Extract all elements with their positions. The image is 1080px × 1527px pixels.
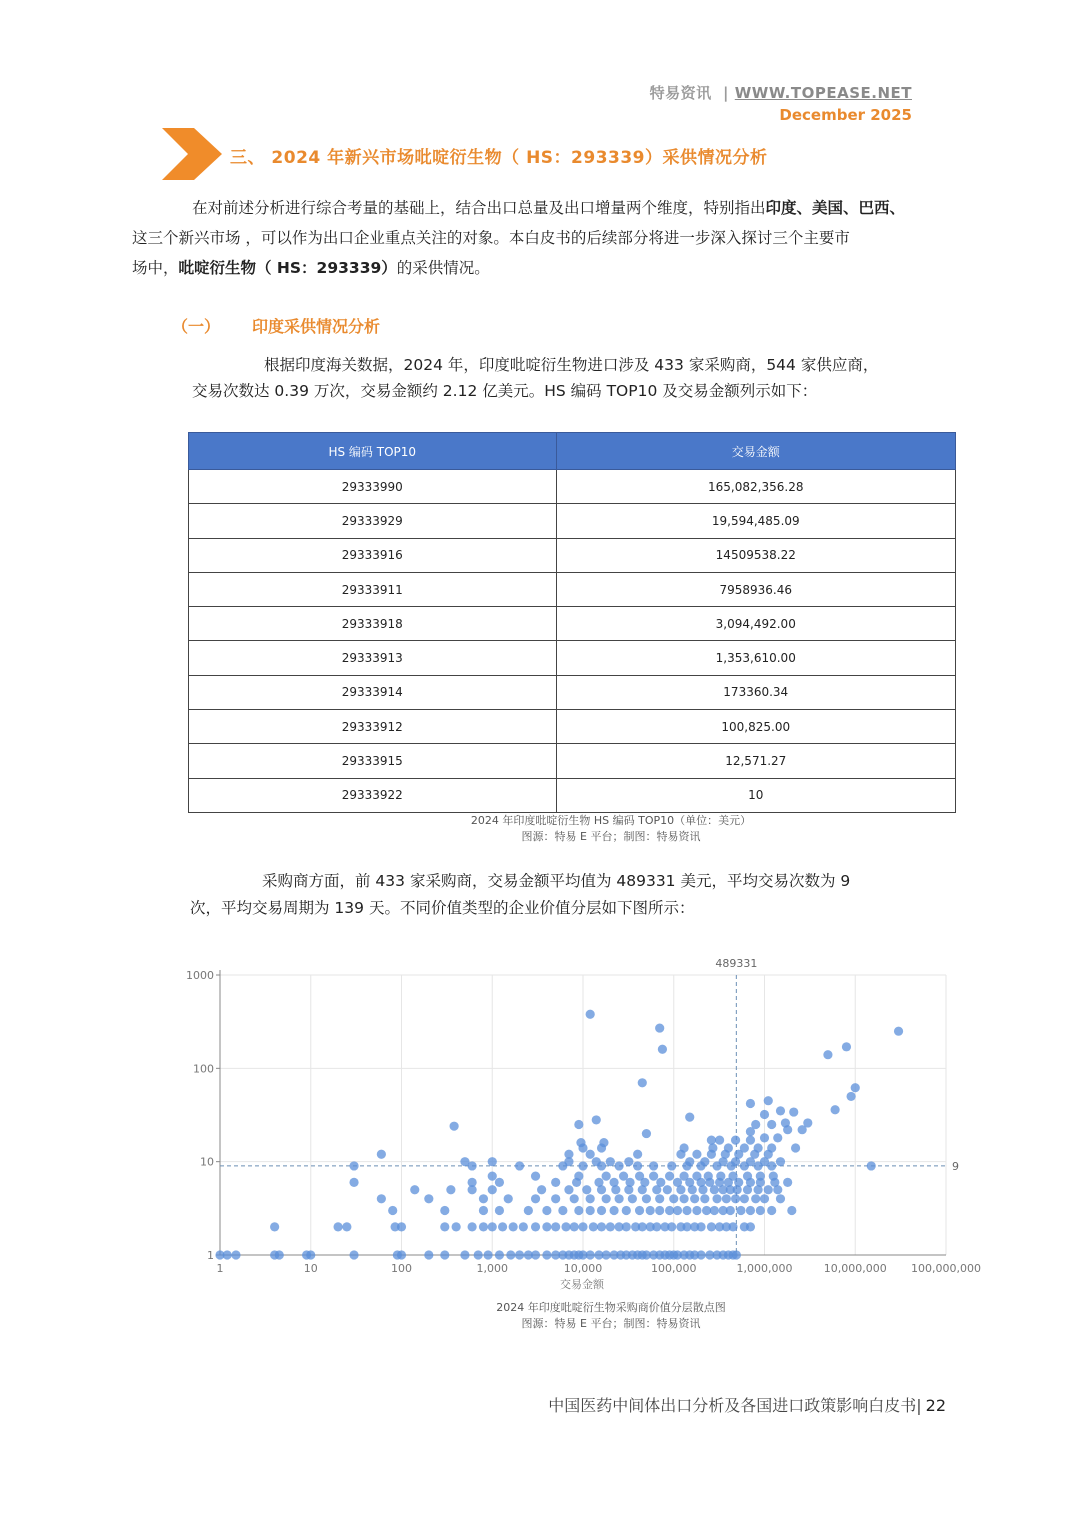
scatter-point (707, 1222, 716, 1231)
intro-line1: 在对前述分析进行综合考量的基础上，结合出口总量及出口增量两个维度，特别指出 (192, 199, 766, 217)
scatter-point (460, 1250, 469, 1259)
scatter-point (704, 1172, 713, 1181)
x-tick-label: 1 (216, 1262, 224, 1275)
scatter-point (342, 1222, 351, 1231)
scatter-point (751, 1120, 760, 1129)
scatter-point (696, 1250, 705, 1259)
scatter-point (495, 1250, 504, 1259)
brand-separator: | (723, 84, 730, 102)
table-header-row (189, 433, 956, 470)
scatter-point (746, 1136, 755, 1145)
hs-code-cell: 29333916 (189, 538, 557, 572)
india-summary-line2: 交易次数达 0.39 万次，交易金额约 2.12 亿美元。HS 编码 TOP10 及交易金额列示如下： (192, 382, 818, 400)
scatter-point (446, 1185, 455, 1194)
scatter-point (633, 1150, 642, 1159)
table-row (189, 607, 956, 641)
scatter-point (753, 1143, 762, 1152)
x-tick-label: 10 (303, 1262, 318, 1275)
table-header-hs: HS 编码 TOP10 (189, 433, 557, 470)
scatter-point (542, 1222, 551, 1231)
scatter-point (791, 1143, 800, 1152)
scatter-point (424, 1194, 433, 1203)
amount-cell: 173360.34 (556, 675, 955, 709)
scatter-point (803, 1118, 812, 1127)
x-tick-label: 100,000,000 (911, 1262, 981, 1275)
ref-x-label: 489331 (715, 957, 758, 970)
scatter-point (649, 1172, 658, 1181)
scatter-point (692, 1206, 701, 1215)
x-tick-label: 1,000,000 (736, 1262, 793, 1275)
scatter-point (615, 1161, 624, 1170)
scatter-point (622, 1206, 631, 1215)
scatter-point (649, 1161, 658, 1170)
intro-line3: 场中， (132, 259, 179, 277)
x-tick-label: 10,000 (563, 1262, 603, 1275)
scatter-point (349, 1250, 358, 1259)
x-tick-label: 10,000,000 (823, 1262, 887, 1275)
intro-paragraph (132, 193, 922, 283)
amount-cell: 10 (556, 778, 955, 812)
header-date: December 2025 (779, 106, 912, 124)
table-row (189, 504, 956, 538)
scatter-point (479, 1206, 488, 1215)
scatter-point (524, 1206, 533, 1215)
scatter-point (558, 1206, 567, 1215)
scatter-point (728, 1222, 737, 1231)
scatter-point (760, 1194, 769, 1203)
table-row (189, 675, 956, 709)
scatter-point (388, 1206, 397, 1215)
scatter-point (655, 1023, 664, 1032)
x-axis-title: 交易金额 (560, 1278, 604, 1291)
scatter-point (551, 1222, 560, 1231)
y-tick-label: 1 (207, 1249, 214, 1262)
scatter-point (531, 1172, 540, 1181)
scatter-point (846, 1092, 855, 1101)
scatter-point (586, 1250, 595, 1259)
scatter-point (574, 1120, 583, 1129)
scatter-point (561, 1222, 570, 1231)
scatter-point (679, 1143, 688, 1152)
scatter-point (781, 1118, 790, 1127)
scatter-point (531, 1194, 540, 1203)
buyers-line1: 采购商方面，前 433 家采购商，交易金额平均值为 489331 美元，平均交易次数为 9 (262, 872, 851, 890)
scatter-point (707, 1136, 716, 1145)
hs-code-cell: 29333922 (189, 778, 557, 812)
scatter-point (606, 1157, 615, 1166)
scatter-point (776, 1194, 785, 1203)
scatter-point (669, 1194, 678, 1203)
scatter-point (488, 1185, 497, 1194)
scatter-point (663, 1185, 672, 1194)
scatter-point (597, 1206, 606, 1215)
table-row (189, 572, 956, 606)
scatter-point (515, 1250, 524, 1259)
scatter-point (624, 1157, 633, 1166)
hs-code-cell: 29333912 (189, 710, 557, 744)
scatter-point (609, 1206, 618, 1215)
scatter-point (712, 1194, 721, 1203)
scatter-point (823, 1050, 832, 1059)
y-tick-label: 100 (193, 1062, 214, 1076)
scatter-point (397, 1222, 406, 1231)
scatter-point (724, 1143, 733, 1152)
scatter-point (275, 1250, 284, 1259)
scatter-point (628, 1194, 637, 1203)
scatter-point (622, 1222, 631, 1231)
amount-cell: 12,571.27 (556, 744, 955, 778)
scatter-point (495, 1178, 504, 1187)
table-caption (0, 813, 1080, 845)
scatter-point (731, 1136, 740, 1145)
scatter-point (504, 1194, 513, 1203)
buyers-paragraph (190, 868, 916, 922)
scatter-point (740, 1143, 749, 1152)
scatter-point (586, 1206, 595, 1215)
intro-line2: 这三个新兴市场 ，可以作为出口企业重点关注的对象。本白皮书的后续部分将进一步深入探讨三个主要市 (132, 229, 850, 247)
scatter-point (635, 1172, 644, 1181)
scatter-point (410, 1185, 419, 1194)
scatter-point (665, 1172, 674, 1181)
scatter-point (551, 1178, 560, 1187)
scatter-point (498, 1222, 507, 1231)
scatter-point (488, 1222, 497, 1231)
scatter-point (685, 1157, 694, 1166)
scatter-point (756, 1172, 765, 1181)
ref-y-label: 9 (952, 1159, 959, 1173)
scatter-point (615, 1194, 624, 1203)
scatter-point (578, 1222, 587, 1231)
scatter-point (440, 1250, 449, 1259)
scatter-point (692, 1172, 701, 1181)
scatter-point (450, 1122, 459, 1131)
chart-caption-title: 2024 年印度吡啶衍生物采购商价值分层散点图 (496, 1301, 726, 1314)
x-tick-label: 100 (391, 1262, 412, 1275)
scatter-point (867, 1161, 876, 1170)
scatter-point (483, 1250, 492, 1259)
hs-code-cell: 29333913 (189, 641, 557, 675)
scatter-point (574, 1172, 583, 1181)
scatter-point (710, 1206, 719, 1215)
scatter-point (440, 1222, 449, 1231)
scatter-point (715, 1136, 724, 1145)
scatter-point (783, 1178, 792, 1187)
subsection-number: （一） (172, 317, 221, 336)
scatter-point (655, 1206, 664, 1215)
scatter-point (597, 1222, 606, 1231)
scatter-point (578, 1161, 587, 1170)
table-row (189, 641, 956, 675)
scatter-point (667, 1161, 676, 1170)
scatter-point (646, 1206, 655, 1215)
amount-cell: 100,825.00 (556, 710, 955, 744)
scatter-point (776, 1157, 785, 1166)
table-header-amount: 交易金额 (556, 433, 955, 470)
scatter-point (667, 1222, 676, 1231)
hs-code-cell: 29333990 (189, 470, 557, 504)
scatter-point (495, 1206, 504, 1215)
scatter-point (767, 1143, 776, 1152)
scatter-point (842, 1042, 851, 1051)
scatter-point (679, 1194, 688, 1203)
hs-top10-table (188, 432, 956, 813)
hs-code-cell: 29333911 (189, 572, 557, 606)
scatter-point (716, 1172, 725, 1181)
scatter-point (760, 1133, 769, 1142)
site-link[interactable]: WWW.TOPEASE.NET (734, 84, 912, 102)
scatter-point (377, 1150, 386, 1159)
scatter-point (468, 1222, 477, 1231)
scatter-point (564, 1150, 573, 1159)
scatter-point (589, 1222, 598, 1231)
scatter-point (468, 1178, 477, 1187)
table-row (189, 744, 956, 778)
scatter-point (740, 1194, 749, 1203)
scatter-point (515, 1161, 524, 1170)
scatter-point (564, 1185, 573, 1194)
scatter-point (349, 1178, 358, 1187)
scatter-point (726, 1206, 735, 1215)
scatter-point (679, 1172, 688, 1181)
scatter-point (732, 1250, 741, 1259)
scatter-point (333, 1222, 342, 1231)
intro-line3-bold: 吡啶衍生物（ HS：293339） (178, 259, 397, 277)
scatter-point (223, 1250, 232, 1259)
scatter-point (592, 1157, 601, 1166)
buyer-value-scatter-chart (150, 950, 1010, 1295)
scatter-point (306, 1250, 315, 1259)
header-brand (650, 82, 912, 103)
amount-cell: 1,353,610.00 (556, 641, 955, 675)
scatter-point (696, 1222, 705, 1231)
scatter-point (592, 1115, 601, 1124)
buyers-line2: 次，平均交易周期为 139 天。不同价值类型的企业价值分层如下图所示： (190, 899, 695, 917)
scatter-point (509, 1222, 518, 1231)
scatter-point (767, 1206, 776, 1215)
scatter-point (743, 1172, 752, 1181)
scatter-point (789, 1107, 798, 1116)
scatter-point (537, 1185, 546, 1194)
scatter-point (606, 1222, 615, 1231)
amount-cell: 3,094,492.00 (556, 607, 955, 641)
scatter-point (787, 1206, 796, 1215)
scatter-point (452, 1222, 461, 1231)
hs-code-cell: 29333918 (189, 607, 557, 641)
amount-cell: 7958936.46 (556, 572, 955, 606)
scatter-point (658, 1045, 667, 1054)
scatter-point (642, 1194, 651, 1203)
scatter-point (764, 1185, 773, 1194)
scatter-point (692, 1150, 701, 1159)
scatter-point (708, 1143, 717, 1152)
table-row (189, 470, 956, 504)
scatter-point (690, 1194, 699, 1203)
scatter-point (231, 1250, 240, 1259)
scatter-point (576, 1138, 585, 1147)
y-tick-label: 10 (200, 1155, 214, 1169)
table-row (189, 710, 956, 744)
scatter-point (736, 1206, 745, 1215)
section-title: 三、 2024 年新兴市场吡啶衍生物（ HS：293339）采供情况分析 (230, 148, 768, 168)
scatter-point (582, 1185, 591, 1194)
scatter-point (638, 1078, 647, 1087)
table-row (189, 778, 956, 812)
hs-code-cell: 29333914 (189, 675, 557, 709)
scatter-point (746, 1206, 755, 1215)
scatter-point (633, 1161, 642, 1170)
page-footer (548, 1393, 946, 1416)
table-caption-source: 图源：特易 E 平台；制图：特易资讯 (521, 830, 701, 843)
scatter-point (635, 1206, 644, 1215)
scatter-point (440, 1206, 449, 1215)
scatter-point (602, 1194, 611, 1203)
scatter-point (894, 1027, 903, 1036)
scatter-point (685, 1113, 694, 1122)
scatter-point (586, 1010, 595, 1019)
scatter-point (638, 1222, 647, 1231)
scatter-point (731, 1194, 740, 1203)
scatter-point (474, 1250, 483, 1259)
y-tick-label: 1000 (186, 969, 214, 982)
scatter-point (479, 1222, 488, 1231)
scatter-point (764, 1096, 773, 1105)
intro-line3-end: 的采供情况。 (396, 259, 490, 277)
table-caption-title: 2024 年印度吡啶衍生物 HS 编码 TOP10（单位：美元） (470, 814, 752, 827)
scatter-point (728, 1172, 737, 1181)
scatter-point (851, 1083, 860, 1092)
scatter-point (602, 1250, 611, 1259)
brand-name: 特易资讯 (649, 84, 712, 102)
amount-cell: 165,082,356.28 (556, 470, 955, 504)
scatter-point (397, 1250, 406, 1259)
amount-cell: 19,594,485.09 (556, 504, 955, 538)
scatter-point (488, 1172, 497, 1181)
scatter-point (700, 1157, 709, 1166)
chart-caption-source: 图源：特易 E 平台；制图：特易资讯 (521, 1317, 701, 1330)
scatter-point (542, 1250, 551, 1259)
scatter-point (586, 1194, 595, 1203)
scatter-point (586, 1150, 595, 1159)
scatter-point (619, 1172, 628, 1181)
scatter-point (531, 1250, 540, 1259)
scatter-point (746, 1099, 755, 1108)
scatter-point (722, 1194, 731, 1203)
intro-line1-bold: 印度、美国、巴西、 (765, 199, 906, 217)
scatter-point (531, 1222, 540, 1231)
scatter-point (599, 1138, 608, 1147)
scatter-point (760, 1110, 769, 1119)
scatter-point (570, 1222, 579, 1231)
scatter-point (460, 1157, 469, 1166)
table-row (189, 538, 956, 572)
scatter-point (551, 1194, 560, 1203)
scatter-point (673, 1206, 682, 1215)
scatter-point (652, 1222, 661, 1231)
footer-title: 中国医药中间体出口分析及各国进口政策影响白皮书| (548, 1396, 922, 1415)
scatter-point (746, 1222, 755, 1231)
hs-code-cell: 29333915 (189, 744, 557, 778)
scatter-point (655, 1194, 664, 1203)
chart-caption (0, 1300, 1080, 1332)
scatter-point (656, 1178, 665, 1187)
scatter-point (519, 1222, 528, 1231)
scatter-point (756, 1206, 765, 1215)
scatter-point (642, 1129, 651, 1138)
hs-code-cell: 29333929 (189, 504, 557, 538)
subsection-text: 印度采供情况分析 (252, 317, 381, 336)
scatter-point (609, 1178, 618, 1187)
scatter-point (270, 1222, 279, 1231)
scatter-point (767, 1120, 776, 1129)
x-tick-label: 1,000 (476, 1262, 508, 1275)
scatter-point (769, 1172, 778, 1181)
scatter-point (488, 1157, 497, 1166)
subsection-title (172, 314, 380, 337)
scatter-point (594, 1178, 603, 1187)
scatter-point (773, 1133, 782, 1142)
scatter-point (574, 1206, 583, 1215)
scatter-point (377, 1194, 386, 1203)
scatter-point (424, 1250, 433, 1259)
section-arrow-icon (162, 128, 222, 180)
india-summary (192, 352, 908, 404)
scatter-point (479, 1194, 488, 1203)
scatter-point (831, 1105, 840, 1114)
scatter-point (349, 1161, 358, 1170)
scatter-point (602, 1172, 611, 1181)
scatter-point (506, 1250, 515, 1259)
page-number: 22 (925, 1396, 946, 1415)
x-tick-label: 100,000 (651, 1262, 697, 1275)
india-summary-line1: 根据印度海关数据，2024 年，印度吡啶衍生物进口涉及 433 家采购商，544 家供应商， (264, 356, 879, 374)
scatter-point (665, 1206, 674, 1215)
scatter-point (700, 1194, 709, 1203)
scatter-point (776, 1106, 785, 1115)
scatter-point (682, 1206, 691, 1215)
scatter-point (542, 1206, 551, 1215)
scatter-point (751, 1194, 760, 1203)
amount-cell: 14509538.22 (556, 538, 955, 572)
scatter-point (570, 1194, 579, 1203)
